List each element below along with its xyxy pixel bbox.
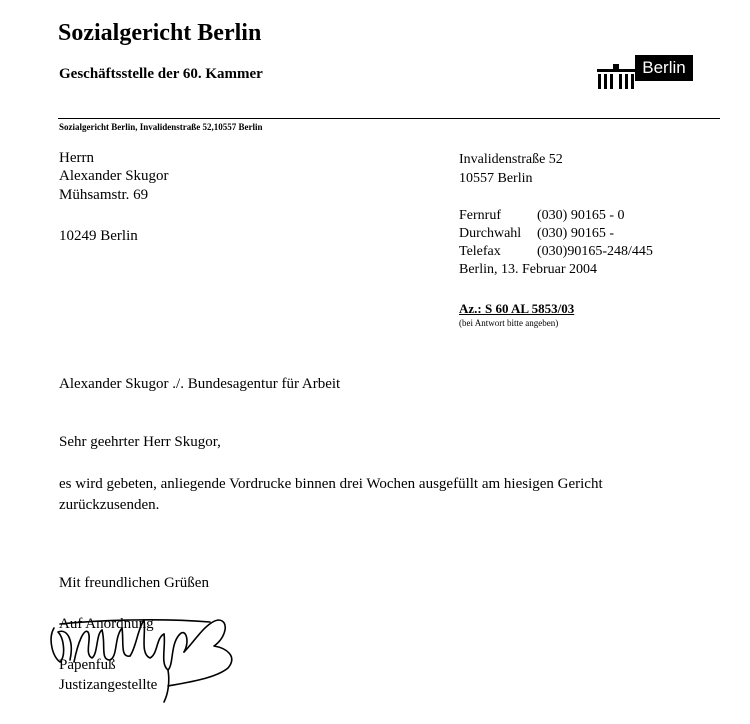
body-line-1: es wird gebeten, anliegende Vordrucke binnen drei Wochen ausgefüllt am hiesigen Gericht: [59, 476, 603, 492]
fax-label: Telefax: [459, 244, 501, 259]
logo-text: Berlin: [635, 55, 693, 81]
court-street: Invalidenstraße 52: [459, 152, 563, 167]
sender-return-address: Sozialgericht Berlin, Invalidenstraße 52,10557 Berlin: [59, 122, 263, 132]
recipient-name: Alexander Skugor: [59, 168, 169, 184]
subject-line: Alexander Skugor ./. Bundesagentur für Arbeit: [59, 376, 341, 392]
recipient-salutation: Herrn: [59, 150, 94, 166]
file-number: Az.: S 60 AL 5853/03: [459, 301, 575, 316]
body-line-2: zurückzusenden.: [59, 497, 160, 513]
handwritten-signature: [40, 598, 250, 708]
closing-regards: Mit freundlichen Grüßen: [59, 575, 209, 591]
letter-date: Berlin, 13. Februar 2004: [459, 262, 598, 277]
fax-value: (030)90165-248/445: [537, 244, 653, 259]
fax-row: [459, 244, 653, 260]
signer-name: Papenfuß: [59, 657, 116, 673]
direct-dial-row: [459, 226, 614, 242]
signer-role: Justizangestellte: [59, 677, 158, 693]
greeting: Sehr geehrter Herr Skugor,: [59, 434, 221, 450]
department-name: Geschäftsstelle der 60. Kammer: [59, 66, 263, 82]
by-order: Auf Anordnung: [59, 616, 154, 632]
file-number-note: (bei Antwort bitte angeben): [459, 318, 559, 328]
phone-row: [459, 208, 625, 224]
header-divider: [58, 118, 720, 119]
phone-value: (030) 90165 - 0: [537, 208, 625, 223]
direct-dial-label: Durchwahl: [459, 226, 522, 241]
phone-label: Fernruf: [459, 208, 501, 223]
court-city: 10557 Berlin: [459, 171, 533, 186]
direct-dial-value: (030) 90165 -: [537, 226, 614, 241]
recipient-city: 10249 Berlin: [59, 228, 138, 244]
berlin-logo: [595, 55, 700, 89]
court-name: Sozialgericht Berlin: [58, 20, 262, 46]
recipient-street: Mühsamstr. 69: [59, 187, 149, 203]
brandenburg-gate-icon: [595, 63, 637, 89]
